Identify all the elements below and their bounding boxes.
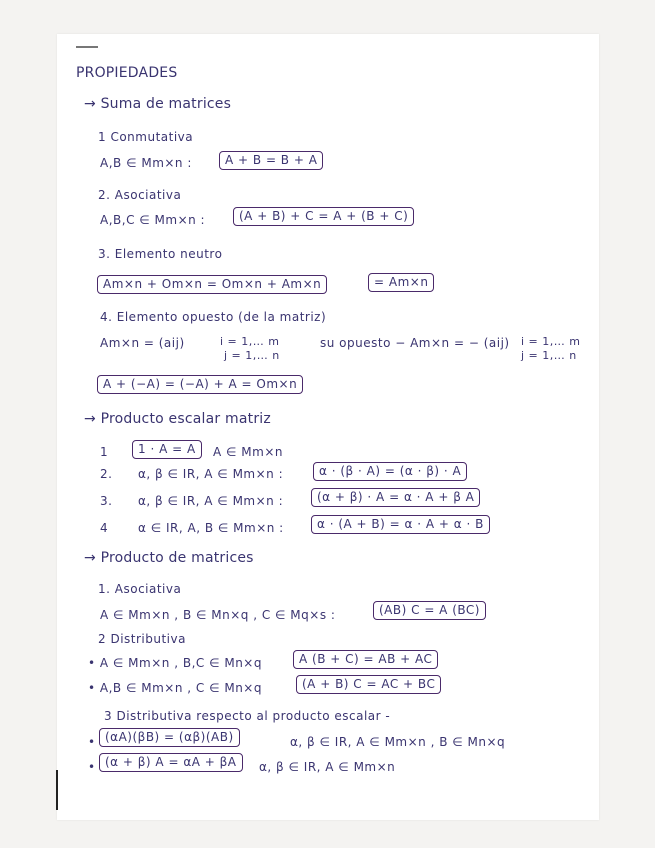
property-formula-box: A + (−A) = (−A) + A = Om×n — [97, 375, 303, 394]
property-condition: α ∈ IR, A, B ∈ Mm×n : — [138, 521, 284, 535]
property-formula-box: (A + B) + C = A + (B + C) — [233, 207, 414, 226]
item-number: 2. — [100, 467, 113, 481]
property-condition: • A ∈ Mm×n , B,C ∈ Mn×q — [88, 656, 262, 670]
bullet: • — [88, 735, 96, 749]
section-heading-producto: → Producto de matrices — [84, 550, 254, 566]
property-formula-box: (αA)(βB) = (αβ)(AB) — [99, 728, 240, 747]
property-title-distributiva: 2 Distributiva — [98, 632, 186, 646]
page-edge-line — [56, 770, 58, 810]
property-formula-box: (α + β) A = αA + βA — [99, 753, 243, 772]
property-condition: α, β ∈ IR, A ∈ Mm×n : — [138, 467, 284, 481]
property-title-asociativa: 2. Asociativa — [98, 188, 182, 202]
section-heading-suma: → Suma de matrices — [84, 96, 232, 112]
property-title-opuesto: 4. Elemento opuesto (de la matriz) — [100, 310, 327, 324]
property-formula-box: α · (A + B) = α · A + α · B — [311, 515, 490, 534]
property-condition: • A,B ∈ Mm×n , C ∈ Mn×q — [88, 681, 262, 695]
pen-mark — [76, 46, 98, 48]
item-number: 1 — [100, 445, 109, 459]
property-formula-box: (A + B) C = AC + BC — [296, 675, 441, 694]
property-formula-box: 1 · A = A — [132, 440, 202, 459]
property-condition: A,B,C ∈ Mm×n : — [100, 213, 206, 227]
index-range: i = 1,… m — [220, 335, 280, 348]
page-title: PROPIEDADES — [76, 65, 178, 81]
item-number: 3. — [100, 494, 113, 508]
property-title-conmutativa: 1 Conmutativa — [98, 130, 194, 144]
property-formula-box: (AB) C = A (BC) — [373, 601, 486, 620]
property-formula-box: = Am×n — [368, 273, 434, 292]
property-title-asociativa: 1. Asociativa — [98, 582, 182, 596]
property-condition: α, β ∈ IR, A ∈ Mm×n — [259, 760, 396, 774]
section-heading-escalar: → Producto escalar matriz — [84, 411, 271, 427]
index-range: i = 1,… m — [521, 335, 581, 348]
property-condition: A,B ∈ Mm×n : — [100, 156, 192, 170]
property-condition: Am×n = (aij) — [100, 336, 185, 350]
index-range: j = 1,… n — [521, 349, 577, 362]
property-condition: α, β ∈ IR, A ∈ Mm×n : — [138, 494, 284, 508]
property-condition: α, β ∈ IR, A ∈ Mm×n , B ∈ Mn×q — [290, 735, 506, 749]
property-formula-box: α · (β · A) = (α · β) · A — [313, 462, 467, 481]
property-formula-box: Am×n + Om×n = Om×n + Am×n — [97, 275, 327, 294]
property-title-neutro: 3. Elemento neutro — [98, 247, 223, 261]
bullet: • — [88, 760, 96, 774]
item-number: 4 — [100, 521, 109, 535]
property-condition: A ∈ Mm×n — [213, 445, 283, 459]
property-formula-box: A (B + C) = AB + AC — [293, 650, 438, 669]
notebook-page — [57, 34, 599, 820]
property-title-distributiva-escalar: 3 Distributiva respecto al producto escalar - — [104, 709, 391, 723]
index-range: j = 1,… n — [224, 349, 280, 362]
property-condition: su opuesto − Am×n = − (aij) — [320, 336, 510, 350]
property-formula-box: (α + β) · A = α · A + β A — [311, 488, 480, 507]
property-formula-box: A + B = B + A — [219, 151, 323, 170]
property-condition: A ∈ Mm×n , B ∈ Mn×q , C ∈ Mq×s : — [100, 608, 336, 622]
